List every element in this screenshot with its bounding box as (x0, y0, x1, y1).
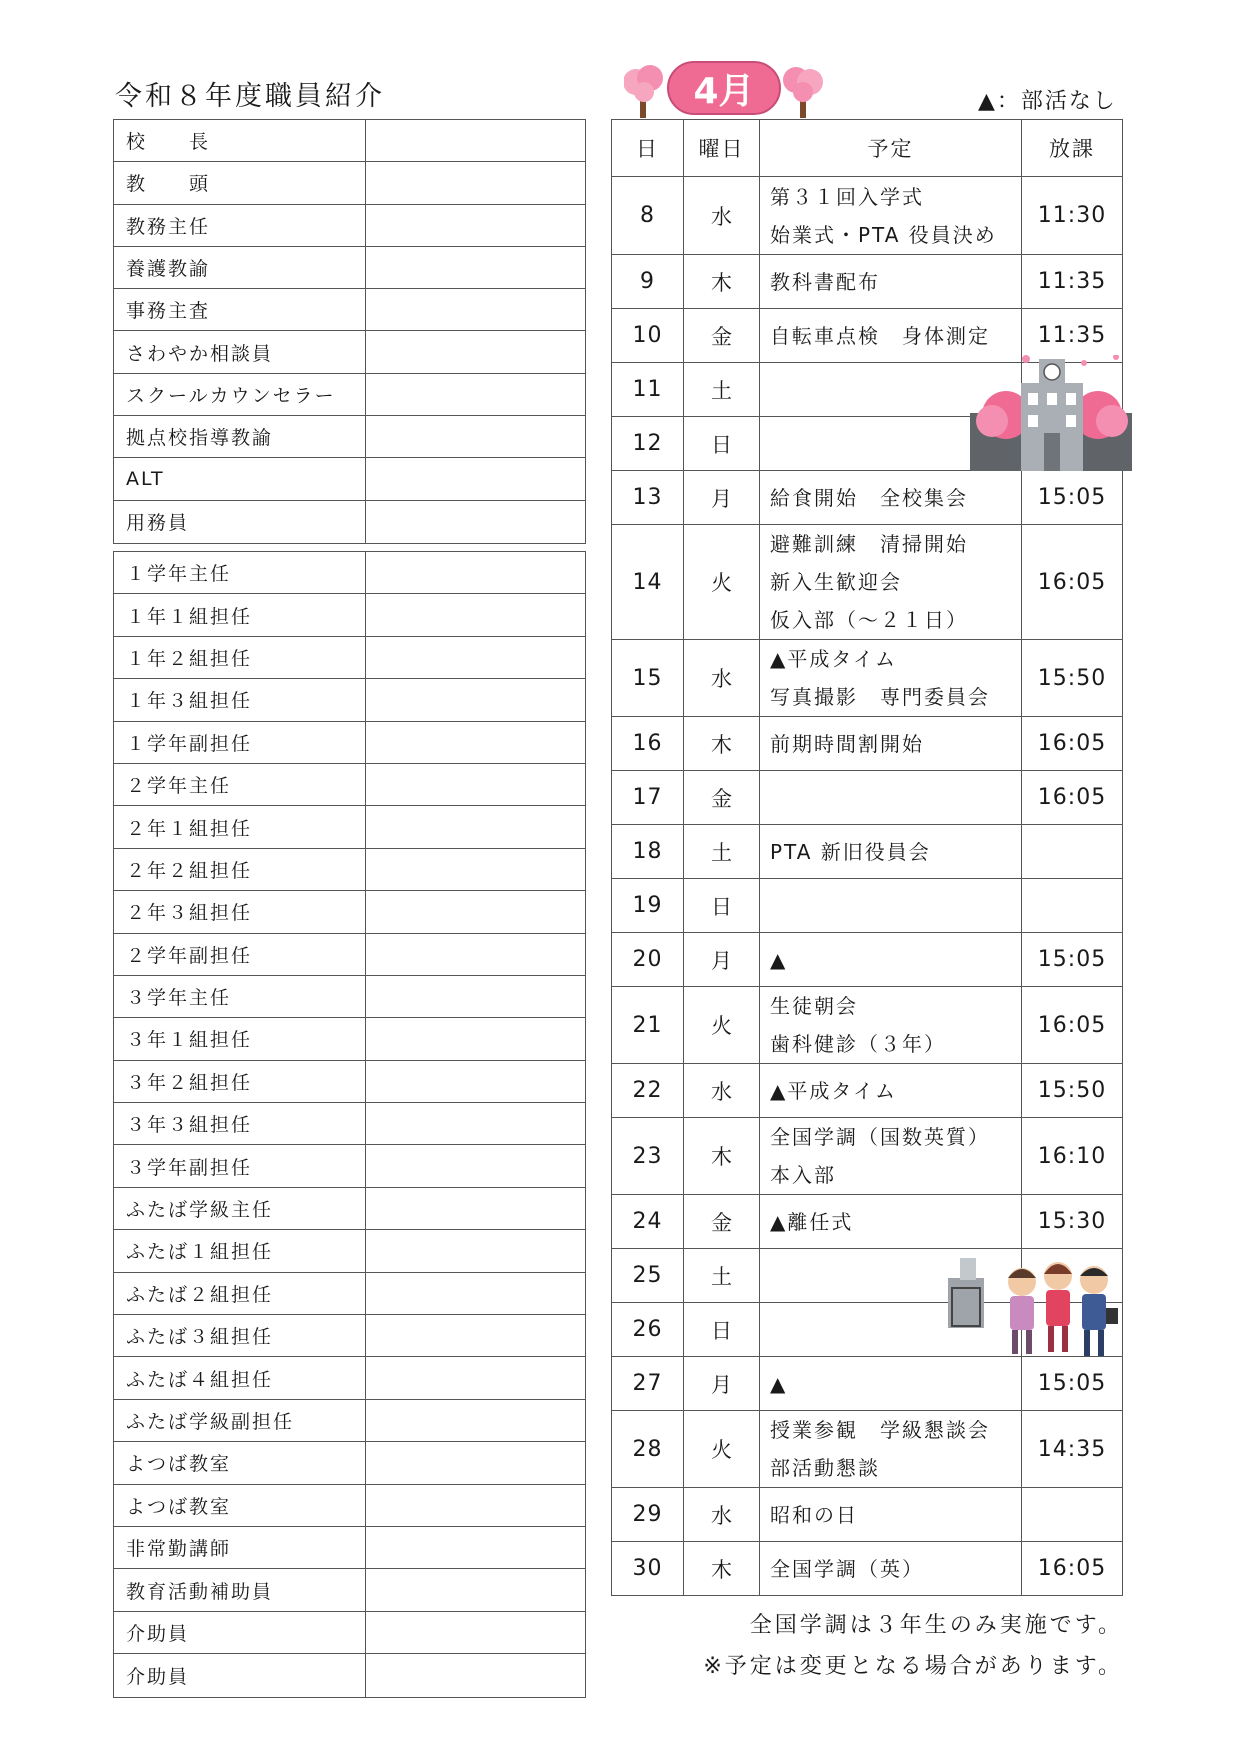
staff-role: ２年３組担任 (114, 891, 366, 932)
events-cell (760, 879, 1022, 933)
schedule-row (612, 933, 1123, 987)
staff-name-cell (366, 934, 585, 975)
events-cell (760, 987, 1022, 1064)
staff-role: よつば教室 (114, 1485, 366, 1526)
weekday-cell: 水 (684, 1064, 760, 1118)
after-school-time-cell: 16:05 (1022, 717, 1123, 771)
after-school-time-cell (1022, 825, 1123, 879)
event-line: ▲離任式 (770, 1209, 854, 1234)
note-2: ※予定は変更となる場合があります。 (703, 1654, 1123, 1679)
staff-role: ２年２組担任 (114, 849, 366, 890)
staff-row (114, 806, 585, 848)
schedule-row (612, 879, 1123, 933)
staff-role: 教育活動補助員 (114, 1569, 366, 1610)
schedule-row (612, 177, 1123, 255)
staff-name-cell (366, 1654, 585, 1696)
header-plan: 予定 (760, 120, 1022, 177)
day-cell: 11 (612, 363, 684, 417)
staff-row (114, 679, 585, 721)
staff-row (114, 458, 585, 500)
event-line: 仮入部（～２１日） (770, 608, 968, 632)
staff-row (114, 637, 585, 679)
schedule-header (612, 120, 1123, 177)
event-line: PTA 新旧役員会 (770, 839, 931, 864)
event-line: 昭和の日 (770, 1502, 858, 1527)
events-cell (760, 525, 1022, 640)
schedule-row (612, 525, 1123, 640)
staff-role: ２年１組担任 (114, 806, 366, 847)
staff-row (114, 1188, 585, 1230)
staff-role: ３年３組担任 (114, 1103, 366, 1144)
events-cell (760, 1411, 1022, 1488)
schedule-row (612, 1118, 1123, 1195)
staff-row (114, 976, 585, 1018)
staff-row (114, 1315, 585, 1357)
event-line: ▲ (770, 947, 788, 972)
weekday-cell: 月 (684, 1357, 760, 1411)
staff-row (114, 1400, 585, 1442)
day-cell: 14 (612, 525, 684, 640)
staff-row (114, 1569, 585, 1611)
staff-row (114, 1485, 585, 1527)
event-line: 歯科健診（３年） (770, 1032, 946, 1056)
after-school-time-cell (1022, 1488, 1123, 1542)
staff-name-cell (366, 374, 585, 415)
staff-row (114, 162, 585, 204)
staff-row (114, 205, 585, 247)
staff-name-cell (366, 1527, 585, 1568)
staff-name-cell (366, 1400, 585, 1441)
event-line: 教科書配布 (770, 269, 880, 294)
staff-name-cell (366, 205, 585, 246)
staff-name-cell (366, 1103, 585, 1144)
weekday-cell: 日 (684, 417, 760, 471)
staff-name-cell (366, 162, 585, 203)
events-cell (760, 1195, 1022, 1249)
events-cell (760, 255, 1022, 309)
event-line: 写真撮影 専門委員会 (770, 685, 990, 709)
weekday-cell: 金 (684, 309, 760, 363)
after-school-time-cell: 15:05 (1022, 933, 1123, 987)
staff-role: 教 頭 (114, 162, 366, 203)
after-school-time-cell: 15:50 (1022, 1064, 1123, 1118)
events-cell (760, 1064, 1022, 1118)
staff-row (114, 934, 585, 976)
event-line: 避難訓練 清掃開始 (770, 532, 968, 556)
school-building-icon (966, 355, 1136, 475)
staff-role: さわやか相談員 (114, 331, 366, 372)
staff-name-cell (366, 679, 585, 720)
staff-row (114, 1273, 585, 1315)
staff-row (114, 552, 585, 594)
schedule-row (612, 717, 1123, 771)
after-school-time-cell (1022, 879, 1123, 933)
event-line: 給食開始 全校集会 (770, 485, 968, 510)
weekday-cell: 水 (684, 177, 760, 255)
header-weekday: 曜日 (684, 120, 760, 177)
event-line: 生徒朝会 (770, 994, 858, 1018)
after-school-time-cell: 15:05 (1022, 1357, 1123, 1411)
day-cell: 18 (612, 825, 684, 879)
staff-row (114, 891, 585, 933)
staff-role: ３学年主任 (114, 976, 366, 1017)
staff-name-cell (366, 1018, 585, 1059)
staff-row (114, 849, 585, 891)
event-line: 始業式・PTA 役員決め (770, 222, 997, 247)
staff-name-cell (366, 891, 585, 932)
day-cell: 19 (612, 879, 684, 933)
after-school-time-cell: 16:05 (1022, 771, 1123, 825)
staff-name-cell (366, 247, 585, 288)
schedule-row (612, 771, 1123, 825)
staff-role: 養護教諭 (114, 247, 366, 288)
staff-row (114, 1357, 585, 1399)
staff-role: ３年２組担任 (114, 1061, 366, 1102)
after-school-time-cell: 11:30 (1022, 177, 1123, 255)
schedule-row (612, 640, 1123, 717)
staff-role: ふたば１組担任 (114, 1230, 366, 1271)
staff-row (114, 1145, 585, 1187)
day-cell: 27 (612, 1357, 684, 1411)
staff-row (114, 764, 585, 806)
day-cell: 21 (612, 987, 684, 1064)
staff-row (114, 594, 585, 636)
staff-name-cell (366, 120, 585, 161)
weekday-cell: 火 (684, 1411, 760, 1488)
day-cell: 20 (612, 933, 684, 987)
staff-name-cell (366, 806, 585, 847)
weekday-cell: 水 (684, 640, 760, 717)
event-line: ▲平成タイム (770, 1078, 897, 1103)
staff-title: 令和８年度職員紹介 (115, 81, 385, 112)
weekday-cell: 金 (684, 771, 760, 825)
staff-row (114, 416, 585, 458)
staff-role: １学年副担任 (114, 722, 366, 763)
after-school-time-cell: 11:35 (1022, 309, 1123, 363)
staff-name-cell (366, 331, 585, 372)
staff-role: 非常勤講師 (114, 1527, 366, 1568)
weekday-cell: 木 (684, 255, 760, 309)
event-line: 部活動懇談 (770, 1456, 880, 1480)
after-school-time-cell: 16:05 (1022, 987, 1123, 1064)
staff-row (114, 1654, 585, 1696)
events-cell (760, 933, 1022, 987)
after-school-time-cell: 14:35 (1022, 1411, 1123, 1488)
staff-row (114, 1442, 585, 1484)
event-line: 本入部 (770, 1163, 836, 1187)
staff-row (114, 1612, 585, 1654)
weekday-cell: 火 (684, 525, 760, 640)
day-cell: 13 (612, 471, 684, 525)
after-school-time-cell: 15:50 (1022, 640, 1123, 717)
staff-role: ３学年副担任 (114, 1145, 366, 1186)
staff-admin-table (113, 119, 586, 544)
staff-role: ALT (114, 458, 366, 499)
weekday-cell: 木 (684, 1118, 760, 1195)
staff-name-cell (366, 458, 585, 499)
cherry-tree-icon (783, 67, 823, 118)
after-school-time-cell: 11:35 (1022, 255, 1123, 309)
events-cell (760, 1118, 1022, 1195)
staff-role: ２学年主任 (114, 764, 366, 805)
staff-name-cell (366, 594, 585, 635)
staff-row (114, 289, 585, 331)
staff-name-cell (366, 1273, 585, 1314)
events-cell (760, 771, 1022, 825)
schedule-row (612, 1195, 1123, 1249)
weekday-cell: 土 (684, 1249, 760, 1303)
staff-name-cell (366, 1315, 585, 1356)
staff-role: ふたば学級副担任 (114, 1400, 366, 1441)
staff-row (114, 1018, 585, 1060)
after-school-time-cell: 15:30 (1022, 1195, 1123, 1249)
day-cell: 22 (612, 1064, 684, 1118)
staff-row (114, 1527, 585, 1569)
staff-role: ３年１組担任 (114, 1018, 366, 1059)
staff-class-table (113, 551, 586, 1698)
staff-role: 介助員 (114, 1654, 366, 1696)
weekday-cell: 木 (684, 1542, 760, 1596)
weekday-cell: 土 (684, 825, 760, 879)
day-cell: 10 (612, 309, 684, 363)
after-school-time-cell: 16:05 (1022, 525, 1123, 640)
day-cell: 28 (612, 1411, 684, 1488)
events-cell (760, 640, 1022, 717)
event-line: 自転車点検 身体測定 (770, 323, 990, 348)
staff-name-cell (366, 849, 585, 890)
after-school-time-cell: 16:10 (1022, 1118, 1123, 1195)
event-line: 全国学調（英） (770, 1556, 924, 1581)
staff-role: ふたば４組担任 (114, 1357, 366, 1398)
weekday-cell: 木 (684, 717, 760, 771)
header-day: 日 (612, 120, 684, 177)
events-cell (760, 177, 1022, 255)
staff-name-cell (366, 976, 585, 1017)
staff-role: ２学年副担任 (114, 934, 366, 975)
events-cell (760, 1488, 1022, 1542)
schedule-row (612, 987, 1123, 1064)
schedule-row (612, 255, 1123, 309)
staff-name-cell (366, 1230, 585, 1271)
staff-row (114, 374, 585, 416)
staff-name-cell (366, 1485, 585, 1526)
day-cell: 25 (612, 1249, 684, 1303)
schedule-row (612, 1411, 1123, 1488)
staff-role: ふたば学級主任 (114, 1188, 366, 1229)
staff-role: １年２組担任 (114, 637, 366, 678)
events-cell (760, 825, 1022, 879)
schedule-row (612, 471, 1123, 525)
staff-row (114, 1061, 585, 1103)
day-cell: 8 (612, 177, 684, 255)
weekday-cell: 水 (684, 1488, 760, 1542)
weekday-cell: 月 (684, 471, 760, 525)
staff-role: 介助員 (114, 1612, 366, 1653)
day-cell: 26 (612, 1303, 684, 1357)
event-line: 全国学調（国数英質） (770, 1125, 990, 1149)
staff-name-cell (366, 552, 585, 593)
students-walking-icon (946, 1248, 1126, 1368)
staff-name-cell (366, 289, 585, 330)
staff-name-cell (366, 1061, 585, 1102)
staff-role: １年１組担任 (114, 594, 366, 635)
day-cell: 30 (612, 1542, 684, 1596)
month-label: 4月 (693, 71, 755, 112)
header-after: 放課 (1022, 120, 1123, 177)
weekday-cell: 金 (684, 1195, 760, 1249)
staff-role: 事務主査 (114, 289, 366, 330)
day-cell: 17 (612, 771, 684, 825)
day-cell: 12 (612, 417, 684, 471)
weekday-cell: 月 (684, 933, 760, 987)
staff-row (114, 1103, 585, 1145)
schedule-row (612, 1064, 1123, 1118)
event-line: ▲ (770, 1371, 788, 1396)
staff-row (114, 120, 585, 162)
note-1: 全国学調は３年生のみ実施です。 (749, 1613, 1123, 1638)
day-cell: 24 (612, 1195, 684, 1249)
staff-role: よつば教室 (114, 1442, 366, 1483)
event-line: 新入生歓迎会 (770, 570, 902, 594)
event-line: 前期時間割開始 (770, 731, 924, 756)
staff-name-cell (366, 1569, 585, 1610)
staff-row (114, 501, 585, 543)
staff-row (114, 247, 585, 289)
event-line: 第３１回入学式 (770, 184, 924, 209)
schedule-row (612, 1488, 1123, 1542)
staff-role: 用務員 (114, 501, 366, 543)
staff-role: ふたば２組担任 (114, 1273, 366, 1314)
staff-name-cell (366, 1188, 585, 1229)
day-cell: 9 (612, 255, 684, 309)
day-cell: 29 (612, 1488, 684, 1542)
staff-role: １学年主任 (114, 552, 366, 593)
staff-name-cell (366, 416, 585, 457)
staff-name-cell (366, 722, 585, 763)
after-school-time-cell: 16:05 (1022, 1542, 1123, 1596)
weekday-cell: 日 (684, 1303, 760, 1357)
event-line: 授業参観 学級懇談会 (770, 1418, 990, 1442)
staff-role: 教務主任 (114, 205, 366, 246)
events-cell (760, 471, 1022, 525)
weekday-cell: 火 (684, 987, 760, 1064)
day-cell: 15 (612, 640, 684, 717)
month-badge (624, 56, 824, 120)
staff-name-cell (366, 1145, 585, 1186)
staff-name-cell (366, 637, 585, 678)
schedule-row (612, 825, 1123, 879)
event-line: ▲平成タイム (770, 647, 897, 671)
staff-name-cell (366, 1442, 585, 1483)
weekday-cell: 土 (684, 363, 760, 417)
schedule-row (612, 1542, 1123, 1596)
staff-name-cell (366, 501, 585, 543)
schedule-table (611, 119, 1123, 1596)
after-school-time-cell: 15:05 (1022, 471, 1123, 525)
cherry-tree-icon (624, 65, 663, 118)
weekday-cell: 日 (684, 879, 760, 933)
staff-role: スクールカウンセラー (114, 374, 366, 415)
staff-row (114, 331, 585, 373)
staff-name-cell (366, 764, 585, 805)
staff-name-cell (366, 1612, 585, 1653)
events-cell (760, 1542, 1022, 1596)
day-cell: 16 (612, 717, 684, 771)
staff-row (114, 1230, 585, 1272)
staff-role: 拠点校指導教諭 (114, 416, 366, 457)
staff-role: ふたば３組担任 (114, 1315, 366, 1356)
staff-role: 校 長 (114, 120, 366, 161)
staff-role: １年３組担任 (114, 679, 366, 720)
staff-row (114, 722, 585, 764)
day-cell: 23 (612, 1118, 684, 1195)
staff-name-cell (366, 1357, 585, 1398)
events-cell (760, 717, 1022, 771)
legend: ▲：部活なし (978, 89, 1117, 114)
